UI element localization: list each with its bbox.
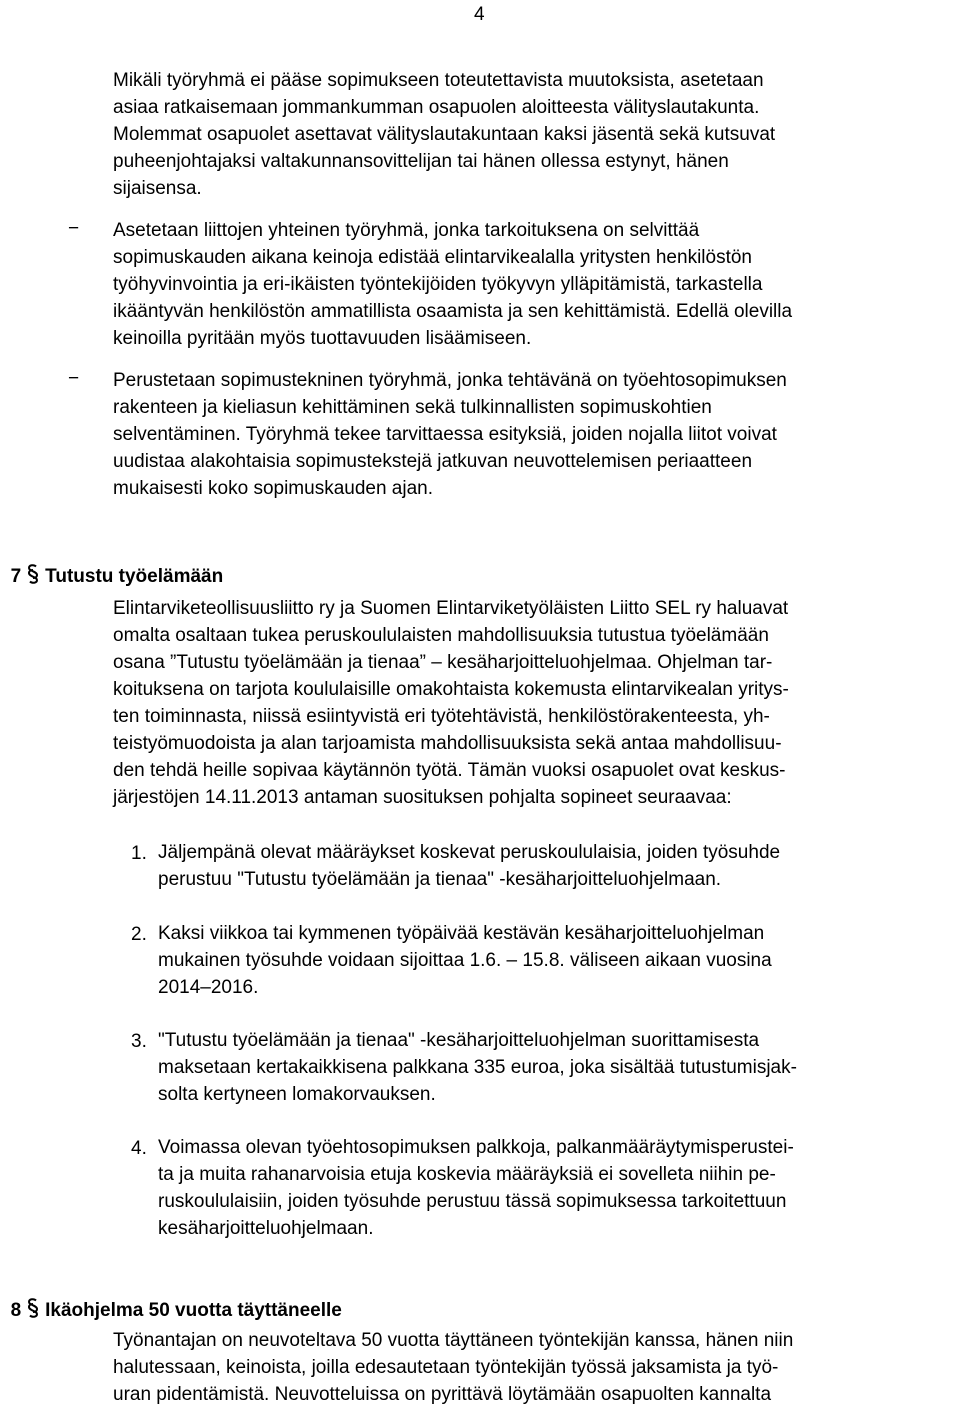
intro-line: sijaisensa. bbox=[113, 178, 202, 199]
paragraph-line: den tehdä heille sopivaa käytännön työtä. Tämän vuoksi osapuolet ovat keskus- bbox=[113, 760, 786, 781]
dash-bullet-marker: − bbox=[68, 368, 80, 389]
bullet-line: selventäminen. Työryhmä tekee tarvittaessa esityksiä, joiden nojalla liitot voivat bbox=[113, 424, 777, 445]
bullet-line: Asetetaan liittojen yhteinen työryhmä, jonka tarkoituksena on selvittää bbox=[113, 220, 700, 241]
bullet-line: ikääntyvän henkilöstön ammatillista osaamista ja sen kehittämistä. Edellä olevilla bbox=[113, 301, 793, 322]
item-line: Kaksi viikkoa tai kymmenen työpäivää kestävän kesäharjoitteluohjelman bbox=[158, 923, 765, 944]
bullet-line: mukaisesti koko sopimuskauden ajan. bbox=[113, 478, 434, 499]
section-8-heading bbox=[0, 1275, 342, 1322]
intro-line: Mikäli työryhmä ei pääse sopimukseen toteutettavista muutoksista, asetetaan bbox=[113, 70, 764, 91]
item-line: ta ja muita rahanarvoisia etuja koskevia määräyksiä ei sovelleta niihin pe- bbox=[158, 1164, 776, 1185]
intro-line: Molemmat osapuolet asettavat välityslautakuntaan kaksi jäsentä sekä kutsuvat bbox=[113, 124, 776, 145]
page-number: 4 bbox=[474, 4, 485, 25]
paragraph-line: ten toiminnasta, niissä esiintyvistä eri työtehtävistä, henkilöstörakenteesta, yh- bbox=[113, 706, 770, 727]
section-sign-icon bbox=[25, 563, 41, 585]
item-line: ruskoululaisiin, joiden työsuhde perustuu tässä sopimuksessa tarkoitettuun bbox=[158, 1191, 787, 1212]
paragraph-line: teistyömuodoista ja alan tarjoamista mahdollisuuksista sekä antaa mahdollisuu- bbox=[113, 733, 782, 754]
bullet-line: sopimuskauden aikana keinoja edistää elintarvikealalla yritysten henkilöstön bbox=[113, 247, 752, 268]
section-7-heading bbox=[0, 541, 223, 588]
item-line: Voimassa olevan työehtosopimuksen palkkoja, palkanmääräytymisperustei- bbox=[158, 1137, 794, 1158]
item-line: mukainen työsuhde voidaan sijoittaa 1.6. – 15.8. väliseen aikaan vuosina bbox=[158, 950, 772, 971]
item-line: maksetaan kertakaikkisena palkkana 335 euroa, joka sisältää tutustumisjak- bbox=[158, 1057, 797, 1078]
item-number: 2. bbox=[131, 924, 147, 945]
paragraph-line: uran pidentämistä. Neuvotteluissa on pyrittävä löytämään osapuolten kannalta bbox=[113, 1384, 772, 1405]
bullet-line: keinoilla pyritään myös tuottavuuden lisäämiseen. bbox=[113, 328, 532, 349]
section-number: 8 bbox=[10, 1300, 22, 1321]
bullet-line: rakenteen ja kieliasun kehittäminen sekä tulkinnallisten sopimuskohtien bbox=[113, 397, 712, 418]
item-line: solta kertyneen lomakorvauksen. bbox=[158, 1084, 436, 1105]
paragraph-line: Työnantajan on neuvoteltava 50 vuotta täyttäneen työntekijän kanssa, hänen niin bbox=[113, 1330, 794, 1351]
item-line: perustuu "Tutustu työelämään ja tienaa" -kesäharjoitteluohjelmaan. bbox=[158, 869, 722, 890]
paragraph-line: halutessaan, keinoista, joilla edesautetaan työntekijän työssä jaksamista ja työ- bbox=[113, 1357, 779, 1378]
item-line: "Tutustu työelämään ja tienaa" -kesäharjoitteluohjelman suorittamisesta bbox=[158, 1030, 760, 1051]
paragraph-line: järjestöjen 14.11.2013 antaman suosituksen pohjalta sopineet seuraavaa: bbox=[113, 787, 732, 808]
dash-bullet-marker: − bbox=[68, 218, 80, 239]
paragraph-line: osana ”Tutustu työelämään ja tienaa” – kesäharjoitteluohjelmaa. Ohjelman tar- bbox=[113, 652, 773, 673]
paragraph-line: Elintarviketeollisuusliitto ry ja Suomen Elintarviketyöläisten Liitto SEL ry haluavat bbox=[113, 598, 789, 619]
item-number: 4. bbox=[131, 1138, 147, 1159]
item-line: 2014–2016. bbox=[158, 977, 259, 998]
bullet-line: uudistaa alakohtaisia sopimustekstejä jatkuvan neuvottelemisen periaatteen bbox=[113, 451, 753, 472]
item-number: 3. bbox=[131, 1031, 147, 1052]
paragraph-line: omalta osaltaan tukea peruskoululaisten mahdollisuuksia tutustua työelämään bbox=[113, 625, 769, 646]
bullet-line: työhyvinvointia ja eri-ikäisten työntekijöiden työkyvyn ylläpitämistä, tarkastella bbox=[113, 274, 763, 295]
intro-line: asiaa ratkaisemaan jommankumman osapuolen aloitteesta välityslautakunta. bbox=[113, 97, 760, 118]
section-number: 7 bbox=[10, 566, 22, 587]
item-number: 1. bbox=[131, 843, 147, 864]
section-title: Tutustu työelämään bbox=[45, 566, 224, 587]
paragraph-line: koituksena on tarjota koululaisille omakohtaista kokemusta elintarvikealan yritys- bbox=[113, 679, 789, 700]
bullet-line: Perustetaan sopimustekninen työryhmä, jonka tehtävänä on työehtosopimuksen bbox=[113, 370, 787, 391]
item-line: kesäharjoitteluohjelmaan. bbox=[158, 1218, 374, 1239]
section-sign-icon bbox=[25, 1297, 41, 1319]
item-line: Jäljempänä olevat määräykset koskevat peruskoululaisia, joiden työsuhde bbox=[158, 842, 781, 863]
section-title: Ikäohjelma 50 vuotta täyttäneelle bbox=[45, 1300, 342, 1321]
intro-line: puheenjohtajaksi valtakunnansovittelijan tai hänen ollessa estynyt, hänen bbox=[113, 151, 729, 172]
